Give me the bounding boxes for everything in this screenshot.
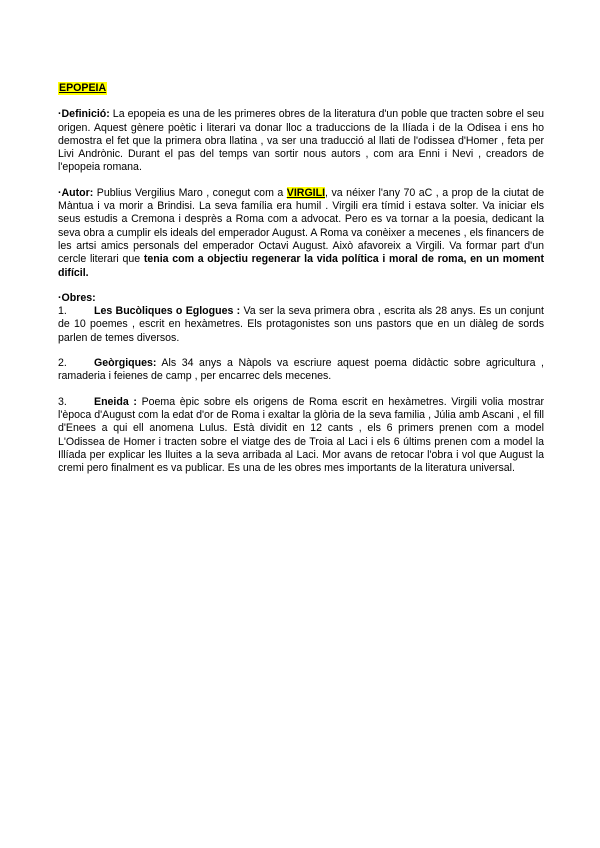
work-item-bucoliques xyxy=(58,305,544,345)
author-name-highlight: VIRGILI xyxy=(286,186,326,199)
work-text: Va ser la seva primera obra , escrita als 28 anys. Es un conjunt de 10 poemes , escrit en hexàmetres. Els protagonistes son uns pastors que en un diàleg de sords parlen de temes diversos. xyxy=(58,305,544,344)
work-item-georgiques xyxy=(58,357,544,384)
work-text: Poema èpic sobre els origens de Roma escrit en hexàmetres. Virgili volia mostrar l'època d'August com la edat d'or de Roma i exaltar la glòria de la seva familia , Júlia amb Ascani , el fill d'Enees a qui ell anomena Lulus. Està dividit en 12 cants , els 6 primers prenen com a model L'Odissea de Homer i tracten sobre el viatge des de Troia al Laci i els 6 últims prenen com a model la Illíada per explicar les lluites a la seva arribada al Laci. Mor avans de retocar l'obra i vol que August la cremi pero finalment es va publicar. Es una de les obres mes importants de la literatura universal. xyxy=(58,395,544,475)
document-page xyxy=(58,82,544,487)
work-text: Als 34 anys a Nàpols va escriure aquest poema didàctic sobre agricultura , ramaderia i feienes de camp , per encarrec dels mecenes. xyxy=(58,357,544,383)
work-title: Geòrgiques: xyxy=(94,357,157,370)
work-number: 3. xyxy=(58,395,67,408)
work-title: Les Bucòliques o Eglogues : xyxy=(94,305,241,318)
author-text-middle: , va néixer l'any 70 aC , a prop de la ciutat de Màntua i va morir a Brindisi. La seva família era humil . Virgili era tímid i estava solter. Va iniciar els seus estudis a Cremona i desprès a Roma com a advocat. Pero es va tornar a la poesia, dedicant la seva obra a cumplir els ideals del emperador August. A Roma va conèixer a mecenes , els financers de les artsi amics personals del emperador Octavi August. Això afavoreix a Virgili. Va formar part d'un cercle literari que xyxy=(58,186,544,266)
document-title: EPOPEIA xyxy=(59,82,107,94)
work-title: Eneida : xyxy=(94,395,137,408)
definition-paragraph xyxy=(58,108,544,174)
definition-label: ·Definició: xyxy=(58,108,110,121)
definition-text: La epopeia es una de les primeres obres de la literatura d'un poble que tracten sobre el seu origen. Aquest gènere poètic i literari va donar lloc a traduccions de la Ilíada i de la Odisea i ens ho demostra el fet que la primera obra llatina , va ser una traducció al llati de l'odissea d'Homer , feta per Livi Andrònic. Durant el pas del temps van sortir nous autors , com ara Enni i Nevi , creadors de l'epopeia romana. xyxy=(58,108,544,174)
author-paragraph xyxy=(58,187,544,280)
works-label: ·Obres: xyxy=(58,291,96,304)
work-number: 2. xyxy=(58,357,67,370)
author-text-before: Publius Vergilius Maro , conegut com a xyxy=(93,186,287,199)
work-item-eneida xyxy=(58,396,544,476)
author-label: ·Autor: xyxy=(58,186,94,199)
author-bold-ending: tenia com a objectiu regenerar la vida política i moral de roma, en un moment difícil. xyxy=(58,253,544,279)
work-number: 1. xyxy=(58,305,67,318)
